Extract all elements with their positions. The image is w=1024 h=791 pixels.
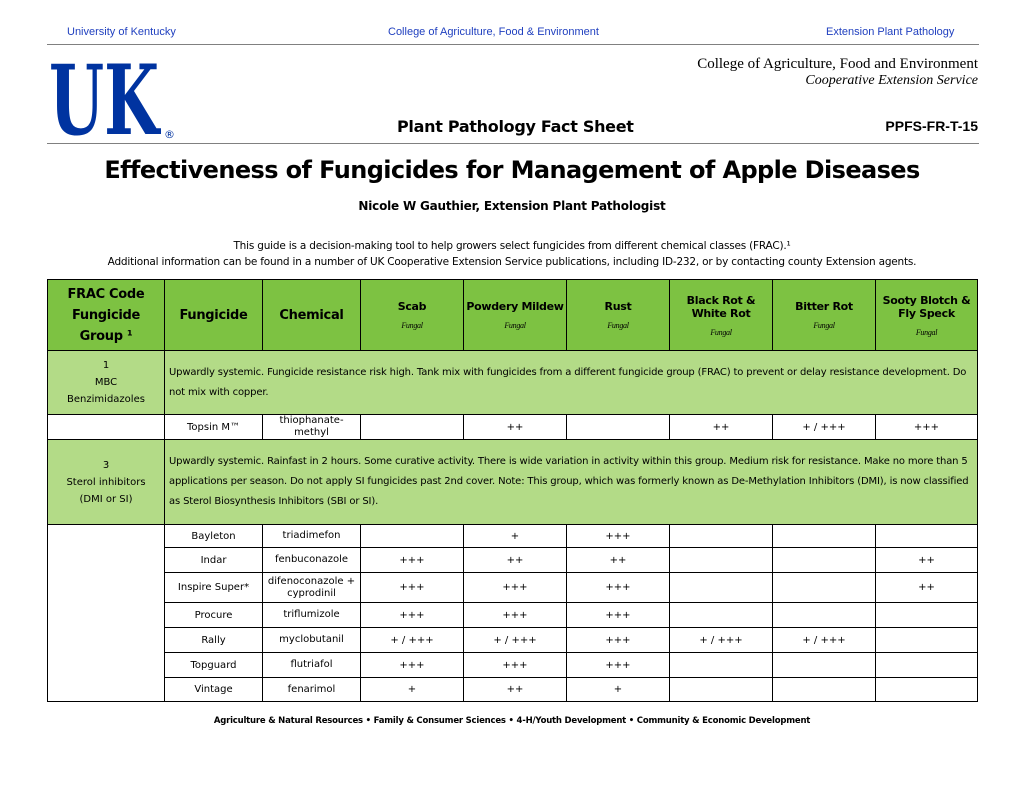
college-block [697,56,978,89]
header-disease-scab [361,280,464,351]
chemical-cell: difenoconazole + cyprodinil [263,573,361,603]
uk-logo [47,47,177,142]
group-1-label [48,351,165,415]
header-fungicide: Fungicide [165,280,263,351]
rating-cell: +++ [567,573,670,603]
rating-cell: +++ [361,603,464,628]
uk-logo-text: UK [49,47,162,142]
rating-cell: ++ [670,415,773,440]
rating-cell: +++ [464,653,567,678]
header-rule-top [47,44,979,45]
rating-cell [773,678,876,702]
table-header-row [48,280,978,351]
header-disease-type: Fungal [710,327,732,337]
rating-cell [876,603,978,628]
group-spacer-cell [48,415,165,440]
header-disease-type: Fungal [813,321,835,330]
rating-cell: + / +++ [773,415,876,440]
rating-cell: + [361,678,464,702]
fungicide-cell: Vintage [165,678,263,702]
rating-cell: + / +++ [670,628,773,653]
header-frac-line2: Fungicide [71,307,141,323]
document-code: PPFS-FR-T-15 [885,118,978,134]
table-row [48,628,978,653]
group-3-description: Upwardly systemic. Rainfast in 2 hours. Some curative activity. There is wide variation in activity within this group. Medium risk for resistance. Make no more than 5 applications per season. Do not apply SI fungicides past 2nd cover. Note: This group, which was formerly known as De-Methylation Inhibitors (DMI), is now classified as Sterol Biosynthesis Inhibitors (SBI or SI). [165,440,978,525]
rating-cell: +++ [361,653,464,678]
header-disease-label: Bitter Rot [795,300,853,313]
rating-cell [670,525,773,548]
chemical-cell: fenbuconazole [263,548,361,573]
table-row [48,678,978,702]
cooperative-extension: Cooperative Extension Service [805,73,978,88]
author-line: Nicole W Gauthier, Extension Plant Pathologist [358,199,666,213]
link-college-of-agriculture[interactable]: College of Agriculture, Food & Environment [388,26,599,38]
group-number: 3 [102,459,110,471]
header-frac-line1: FRAC Code [67,286,145,302]
chemical-cell: triflumizole [263,603,361,628]
rating-cell [670,573,773,603]
rating-cell: ++ [567,548,670,573]
fungicide-cell: Indar [165,548,263,573]
header-disease-rust [567,280,670,351]
header-disease-label: Sooty Blotch & [882,293,971,307]
group-spacer-cell [48,525,165,702]
group-family: (DMI or SI) [79,493,133,505]
rating-cell [670,678,773,702]
rating-cell [876,525,978,548]
rating-cell: + / +++ [773,628,876,653]
rating-cell: ++ [464,548,567,573]
rating-cell: +++ [876,415,978,440]
rating-cell [670,548,773,573]
rating-cell: +++ [567,628,670,653]
chemical-cell: triadimefon [263,525,361,548]
group-class: Sterol inhibitors [66,476,146,488]
header-chemical: Chemical [263,280,361,351]
header-disease-label: Black Rot & [686,293,756,307]
group-row-1 [48,351,978,415]
registered-mark: ® [164,128,175,141]
rating-cell: ++ [464,415,567,440]
group-family: Benzimidazoles [67,394,145,405]
page-title: Effectiveness of Fungicides for Management of Apple Diseases [104,156,920,184]
header-frac-code [48,280,165,351]
fungicide-cell: Topguard [165,653,263,678]
rating-cell [670,653,773,678]
footer-program-areas: Agriculture & Natural Resources • Family & Consumer Sciences • 4-H/Youth Development • Community & Economic Development [213,716,811,726]
rating-cell: +++ [567,653,670,678]
header-disease-type: Fungal [915,327,938,337]
header-disease-label: Scab [397,300,427,313]
rating-cell: + / +++ [464,628,567,653]
table-row [48,415,978,440]
group-3-label [48,440,165,525]
top-links-bar [0,26,1024,40]
chemical-cell: flutriafol [263,653,361,678]
header-disease-type: Fungal [607,321,629,330]
rating-cell [773,653,876,678]
header-disease-bitter-rot [773,280,876,351]
table-row [48,525,978,548]
rating-cell: + [567,678,670,702]
table-row [48,573,978,603]
header-frac-line3: Group ¹ [79,328,133,344]
header-disease-type: Fungal [401,321,423,330]
header-rule-bottom [47,143,979,144]
fungicide-cell: Topsin M™ [165,415,263,440]
fact-sheet-label: Plant Pathology Fact Sheet [397,117,634,136]
rating-cell: + [464,525,567,548]
rating-cell [773,525,876,548]
rating-cell: ++ [464,678,567,702]
rating-cell [670,603,773,628]
header-disease-sooty-blotch [876,280,978,351]
rating-cell: +++ [567,603,670,628]
fungicide-cell: Inspire Super* [165,573,263,603]
rating-cell [361,415,464,440]
rating-cell [773,603,876,628]
rating-cell: +++ [464,573,567,603]
rating-cell [361,525,464,548]
header-disease-type: Fungal [504,321,526,330]
link-university-of-kentucky[interactable]: University of Kentucky [67,26,176,38]
group-1-description: Upwardly systemic. Fungicide resistance risk high. Tank mix with fungicides from a different fungicide group (FRAC) to prevent or delay resistance development. Do not mix with copper. [165,351,978,415]
intro-line-1: This guide is a decision-making tool to help growers select fungicides from different chemical classes (FRAC).¹ [233,240,791,252]
intro-line-2: Additional information can be found in a number of UK Cooperative Extension Service publications, including ID-232, or by contacting county Extension agents. [107,256,917,268]
rating-cell [773,573,876,603]
rating-cell: +++ [567,525,670,548]
rating-cell: ++ [876,548,978,573]
table-row [48,653,978,678]
rating-cell: ++ [876,573,978,603]
header-disease-label: Rust [604,300,632,313]
rating-cell [876,628,978,653]
table-row [48,603,978,628]
link-extension-plant-pathology[interactable]: Extension Plant Pathology [826,26,955,38]
table-row [48,548,978,573]
header-disease-label: Powdery Mildew [466,300,564,313]
rating-cell: +++ [361,548,464,573]
intro-text [0,238,1024,270]
fungicide-table [47,279,978,702]
chemical-cell: myclobutanil [263,628,361,653]
college-name: College of Agriculture, Food and Environment [697,56,978,72]
fungicide-cell: Bayleton [165,525,263,548]
rating-cell [773,548,876,573]
header-disease-powdery-mildew [464,280,567,351]
group-class: MBC [94,377,118,388]
group-row-3 [48,440,978,525]
group-number: 1 [102,360,110,371]
rating-cell: +++ [464,603,567,628]
rating-cell [567,415,670,440]
header-disease-label-2: Fly Speck [898,306,955,320]
chemical-cell: thiophanate-methyl [263,415,361,440]
fungicide-cell: Rally [165,628,263,653]
rating-cell [876,678,978,702]
chemical-cell: fenarimol [263,678,361,702]
rating-cell: + / +++ [361,628,464,653]
fungicide-cell: Procure [165,603,263,628]
rating-cell [876,653,978,678]
rating-cell: +++ [361,573,464,603]
header-disease-label-2: White Rot [691,306,751,320]
header-disease-black-rot [670,280,773,351]
